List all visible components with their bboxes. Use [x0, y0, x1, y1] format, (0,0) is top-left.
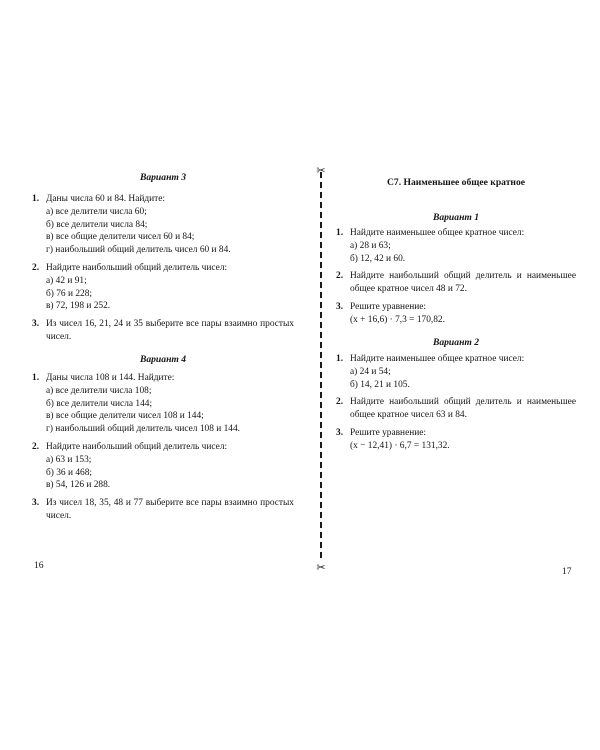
- sub-item: г) наибольший общий делитель чисел 60 и 84.: [46, 245, 231, 256]
- task-number: 3.: [32, 498, 40, 509]
- variant-1-title: Вариант 1: [432, 212, 480, 223]
- task-2: [32, 262, 294, 313]
- sub-item: а) 42 и 91;: [46, 275, 87, 286]
- sub-item: б) все делители числа 144;: [46, 398, 153, 409]
- task-text: Решите уравнение:: [350, 301, 427, 312]
- variant-2-tasks: [336, 353, 576, 453]
- cut-line: [320, 172, 322, 558]
- sub-item: б) все делители числа 84;: [46, 219, 148, 230]
- equation: (x − 12,41) · 6,7 = 131,32.: [350, 440, 450, 451]
- task-1: [32, 193, 294, 257]
- variant-1-tasks: [336, 227, 576, 327]
- task-text: Найдите наименьшее общее кратное чисел:: [350, 228, 525, 238]
- task-number: 3.: [336, 427, 344, 438]
- task-3: [32, 318, 294, 344]
- task-text: Решите уравнение:: [350, 427, 427, 438]
- task-number: 3.: [32, 319, 40, 330]
- task-2: [336, 396, 576, 422]
- task-text: Из чисел 16, 21, 24 и 35 выберите все пары взаимно простых чисел.: [46, 319, 294, 342]
- task-2: [336, 270, 576, 296]
- page-number: 17: [562, 566, 572, 577]
- scissors-icon: ✂: [316, 164, 326, 177]
- sub-item: б) 12, 42 и 60.: [350, 253, 406, 264]
- task-text: Из чисел 18, 35, 48 и 77 выберите все пары взаимно простых чисел.: [46, 498, 294, 521]
- variant-3-tasks: [32, 193, 294, 344]
- task-2: [32, 441, 294, 492]
- task-1: [336, 227, 576, 265]
- task-number: 2.: [32, 441, 40, 452]
- variant-3-title: Вариант 3: [139, 172, 187, 183]
- sub-item: а) 28 и 63;: [350, 240, 391, 251]
- sub-item: г) наибольший общий делитель чисел 108 и 144.: [46, 424, 240, 435]
- task-3: [336, 301, 576, 327]
- task-number: 2.: [336, 397, 344, 408]
- task-1: [336, 353, 576, 391]
- sub-item: в) 54, 126 и 288.: [46, 480, 111, 491]
- task-number: 1.: [336, 354, 344, 364]
- page-number: 16: [34, 560, 44, 571]
- sub-item: б) 14, 21 и 105.: [350, 379, 410, 390]
- variant-4-tasks: [32, 372, 294, 523]
- scissors-icon: ✂: [316, 561, 326, 574]
- task-text: Найдите наибольший общий делитель чисел:: [46, 441, 228, 452]
- task-1: [32, 372, 294, 436]
- task-number: 1.: [336, 228, 344, 238]
- task-number: 2.: [336, 271, 344, 282]
- sub-item: а) все делители числа 60;: [46, 206, 147, 217]
- sub-item: а) 63 и 153;: [46, 454, 92, 465]
- section-title: С7. Наименьшее общее кратное: [386, 177, 526, 188]
- variant-4-title: Вариант 4: [139, 354, 187, 365]
- sub-item: в) все общие делители чисел 60 и 84;: [46, 232, 195, 243]
- task-text: Даны числа 60 и 84. Найдите:: [46, 194, 166, 204]
- sub-item: б) 36 и 468;: [46, 467, 92, 478]
- equation: (x + 16,6) · 7,3 = 170,82.: [350, 314, 445, 325]
- task-number: 1.: [32, 194, 40, 204]
- sub-item: в) все общие делители чисел 108 и 144;: [46, 411, 204, 422]
- sub-item: в) 72, 198 и 252.: [46, 301, 111, 312]
- variant-2-title: Вариант 2: [432, 337, 480, 348]
- task-text: Найдите наибольший общий делитель чисел:: [46, 262, 228, 273]
- task-3: [336, 427, 576, 453]
- sub-item: а) 24 и 54;: [350, 366, 391, 377]
- task-text: Даны числа 108 и 144. Найдите:: [46, 373, 175, 383]
- task-number: 3.: [336, 301, 344, 312]
- task-3: [32, 497, 294, 523]
- sub-item: б) 76 и 228;: [46, 288, 92, 299]
- task-number: 2.: [32, 262, 40, 273]
- task-text: Найдите наименьшее общее кратное чисел:: [350, 354, 525, 364]
- task-text: Найдите наибольший общий делитель и наименьшее общее кратное чисел 63 и 84.: [350, 397, 576, 421]
- task-text: Найдите наибольший общий делитель и наименьшее общее кратное чисел 48 и 72.: [350, 271, 576, 295]
- task-number: 1.: [32, 373, 40, 383]
- sub-item: а) все делители числа 108;: [46, 385, 152, 396]
